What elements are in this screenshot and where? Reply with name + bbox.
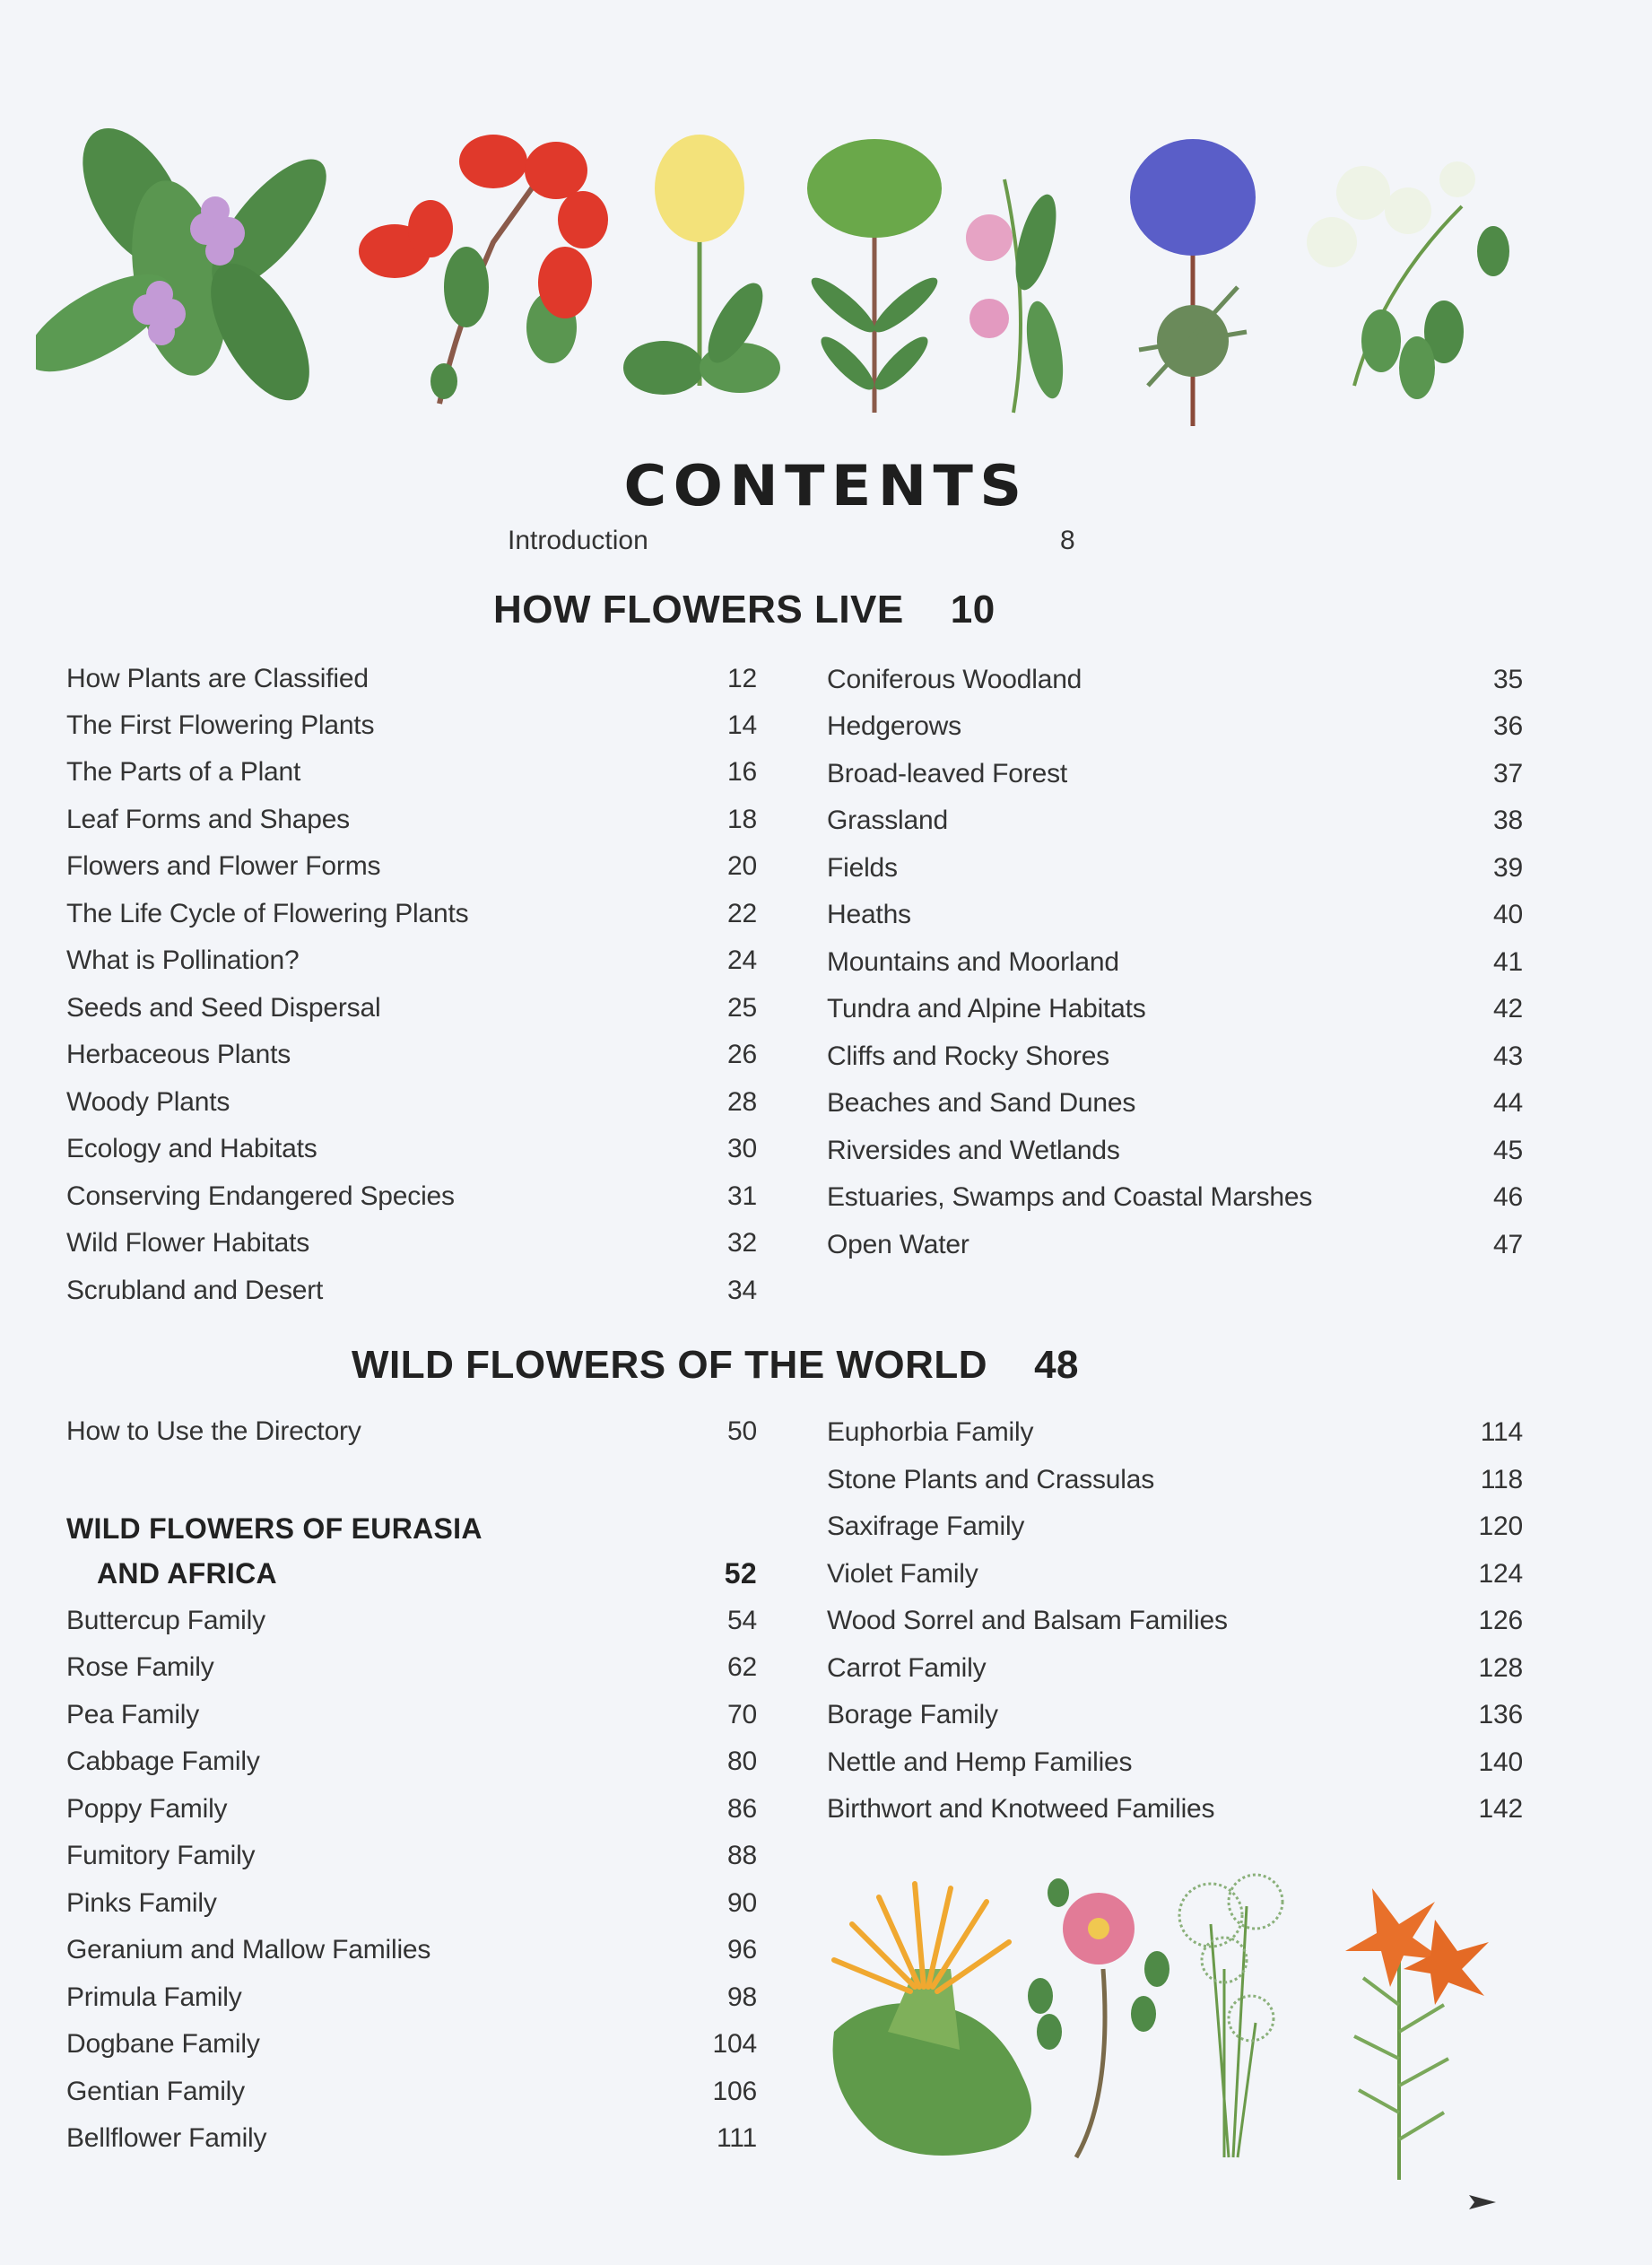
- toc-entry-page: 36: [1493, 711, 1523, 741]
- toc-entry-page: 46: [1493, 1182, 1523, 1212]
- toc-entry[interactable]: [827, 1747, 1523, 1794]
- toc-entry[interactable]: [66, 1652, 757, 1699]
- toc-entry-page: 26: [727, 1040, 757, 1069]
- toc-entry-label: Dogbane Family: [66, 2029, 260, 2059]
- toc-entry-label: Pea Family: [66, 1700, 200, 1729]
- toc-entry-label: Stone Plants and Crassulas: [827, 1465, 1155, 1494]
- toc-entry-label: Broad-leaved Forest: [827, 759, 1068, 788]
- toc-entry-label: Flowers and Flower Forms: [66, 851, 381, 881]
- toc-entry-page: 24: [727, 945, 757, 975]
- toc-entry-page: 45: [1493, 1136, 1523, 1165]
- toc-entry[interactable]: [66, 805, 757, 851]
- toc-entry[interactable]: [66, 1228, 757, 1275]
- section-heading-page: 10: [950, 588, 996, 632]
- toc-entry[interactable]: [66, 2077, 757, 2123]
- toc-entry-page: 90: [727, 1888, 757, 1918]
- toc-entry-page: 140: [1478, 1747, 1523, 1777]
- toc-entry-label: Mountains and Moorland: [827, 947, 1119, 977]
- toc-entry-label: What is Pollination?: [66, 945, 300, 975]
- subsection-heading-eurasia-africa[interactable]: [66, 1557, 757, 1604]
- toc-entry-label: Woody Plants: [66, 1087, 230, 1117]
- toc-entry[interactable]: [827, 806, 1523, 852]
- toc-entry-label: Violet Family: [827, 1559, 978, 1589]
- toc-entry-label: Estuaries, Swamps and Coastal Marshes: [827, 1182, 1313, 1212]
- toc-entry-page: 86: [727, 1794, 757, 1824]
- toc-entry-page: 54: [727, 1606, 757, 1635]
- toc-entry-page: 124: [1478, 1559, 1523, 1589]
- page-title: CONTENTS: [623, 453, 1029, 518]
- toc-entry-page: 20: [727, 851, 757, 881]
- toc-entry-page: 88: [727, 1841, 757, 1870]
- toc-entry[interactable]: [827, 665, 1523, 711]
- papyrus-sedge-illustration: [1179, 1875, 1282, 2157]
- toc-entry-label: Cabbage Family: [66, 1747, 260, 1776]
- toc-entry-page: 104: [712, 2029, 757, 2059]
- toc-entry-page: 34: [727, 1276, 757, 1305]
- toc-entry-label: Wood Sorrel and Balsam Families: [827, 1606, 1228, 1635]
- toc-entry-label: Pinks Family: [66, 1888, 217, 1918]
- toc-entry-page: 41: [1493, 947, 1523, 977]
- toc-entry-page: 62: [727, 1652, 757, 1682]
- toc-entry[interactable]: [827, 1794, 1523, 1841]
- toc-entry-label: Beaches and Sand Dunes: [827, 1088, 1136, 1118]
- toc-entry[interactable]: [827, 853, 1523, 900]
- toc-entry[interactable]: [66, 1935, 757, 1982]
- toc-entry[interactable]: [827, 1182, 1523, 1229]
- toc-entry-page: 30: [727, 1134, 757, 1163]
- toc-entry[interactable]: [827, 1088, 1523, 1135]
- white-wild-rose-illustration: [1307, 161, 1509, 399]
- toc-entry-label: Birthwort and Knotweed Families: [827, 1794, 1215, 1824]
- toc-entry[interactable]: [827, 1606, 1523, 1652]
- toc-entry[interactable]: [827, 759, 1523, 806]
- toc-entry-directory[interactable]: [66, 1416, 757, 1463]
- toc-entry-page: 111: [716, 2123, 757, 2153]
- toc-entry-label: Wild Flower Habitats: [66, 1228, 310, 1258]
- toc-entry[interactable]: [66, 1606, 757, 1652]
- toc-entry-label: Herbaceous Plants: [66, 1040, 291, 1069]
- pink-bindweed-illustration: [966, 179, 1069, 413]
- toc-entry-label: Primula Family: [66, 1982, 242, 2012]
- toc-entry-label: Geranium and Mallow Families: [66, 1935, 431, 1964]
- toc-entry-page: 44: [1493, 1088, 1523, 1118]
- toc-entry-page: 142: [1478, 1794, 1523, 1824]
- toc-entry-label: Scrubland and Desert: [66, 1276, 324, 1305]
- pink-dog-rose-illustration: [1028, 1878, 1169, 2157]
- toc-entry[interactable]: [827, 1559, 1523, 1606]
- toc-entry[interactable]: [66, 2123, 757, 2170]
- toc-entry-label: Coniferous Woodland: [827, 665, 1082, 694]
- toc-entry[interactable]: [66, 757, 757, 804]
- toc-entry[interactable]: [827, 947, 1523, 994]
- toc-entry[interactable]: [66, 1841, 757, 1887]
- toc-entry-label: Buttercup Family: [66, 1606, 265, 1635]
- toc-entry-introduction-page: 8: [1060, 526, 1075, 555]
- toc-entry[interactable]: [66, 1794, 757, 1841]
- toc-entry[interactable]: [827, 1511, 1523, 1558]
- toc-entry-label: Hedgerows: [827, 711, 961, 741]
- section-heading-label: HOW FLOWERS LIVE: [493, 588, 904, 632]
- toc-entry[interactable]: [66, 1134, 757, 1180]
- toc-entry-page: 38: [1493, 806, 1523, 835]
- toc-entry[interactable]: [827, 1136, 1523, 1182]
- toc-entry-page: 32: [727, 1228, 757, 1258]
- toc-entry-label: Grassland: [827, 806, 948, 835]
- toc-entry-label: Heaths: [827, 900, 911, 929]
- toc-entry-page: 37: [1493, 759, 1523, 788]
- toc-entry-label: Ecology and Habitats: [66, 1134, 317, 1163]
- toc-entry-page: 14: [727, 710, 757, 740]
- toc-entry-label: Poppy Family: [66, 1794, 228, 1824]
- toc-entry[interactable]: [827, 1417, 1523, 1464]
- toc-entry-label: Borage Family: [827, 1700, 998, 1729]
- section-heading-label: WILD FLOWERS OF THE WORLD: [352, 1343, 988, 1387]
- toc-entry[interactable]: [827, 1700, 1523, 1747]
- toc-entry-introduction-label[interactable]: Introduction: [508, 526, 648, 555]
- toc-entry-page: 96: [727, 1935, 757, 1964]
- toc-entry[interactable]: [827, 1230, 1523, 1276]
- toc-entry[interactable]: [66, 993, 757, 1040]
- toc-entry[interactable]: [66, 2029, 757, 2076]
- toc-entry-label: Gentian Family: [66, 2077, 245, 2106]
- toc-entry-page: 128: [1478, 1653, 1523, 1683]
- toc-entry-page: 16: [727, 757, 757, 787]
- toc-entry[interactable]: [827, 994, 1523, 1041]
- toc-entry-page: 12: [727, 664, 757, 693]
- toc-entry[interactable]: [66, 1700, 757, 1747]
- purple-flowered-leafy-plant-illustration: [36, 126, 345, 416]
- toc-entry-page: 47: [1493, 1230, 1523, 1259]
- toc-entry[interactable]: [66, 1181, 757, 1228]
- toc-entry-label: Open Water: [827, 1230, 969, 1259]
- section-heading-how-flowers-live[interactable]: [493, 588, 996, 632]
- toc-entry-label: Conserving Endangered Species: [66, 1181, 455, 1211]
- toc-entry-page: 126: [1478, 1606, 1523, 1635]
- toc-entry-label: Tundra and Alpine Habitats: [827, 994, 1146, 1024]
- toc-entry-page: 118: [1480, 1465, 1523, 1494]
- toc-entry-page: 114: [1480, 1417, 1523, 1447]
- toc-entry[interactable]: [66, 710, 757, 757]
- toc-entry-label: The First Flowering Plants: [66, 710, 375, 740]
- toc-entry-label: Rose Family: [66, 1652, 214, 1682]
- subsection-heading-line2: AND AFRICA: [97, 1557, 277, 1590]
- toc-entry[interactable]: [66, 1276, 757, 1322]
- toc-entry[interactable]: [66, 1888, 757, 1935]
- bottom-flower-illustrations: [816, 1870, 1561, 2184]
- toc-entry[interactable]: [66, 1747, 757, 1793]
- toc-entry-label: Fumitory Family: [66, 1841, 256, 1870]
- toc-entry[interactable]: [827, 900, 1523, 946]
- toc-entry[interactable]: [66, 1982, 757, 2029]
- orange-stone-plant-illustration: [833, 1884, 1031, 2156]
- toc-entry-page: 106: [712, 2077, 757, 2106]
- toc-entry-label: Fields: [827, 853, 898, 883]
- section-heading-page: 48: [1034, 1343, 1080, 1387]
- toc-entry-label: Nettle and Hemp Families: [827, 1747, 1133, 1777]
- toc-entry-page: 98: [727, 1982, 757, 2012]
- toc-entry-label: How to Use the Directory: [66, 1416, 361, 1446]
- toc-entry-label: Leaf Forms and Shapes: [66, 805, 350, 834]
- toc-entry-page: 136: [1478, 1700, 1523, 1729]
- toc-entry[interactable]: [66, 664, 757, 710]
- toc-entry-label: The Life Cycle of Flowering Plants: [66, 899, 469, 928]
- orange-lily-illustration: [1345, 1888, 1489, 2180]
- toc-entry[interactable]: [66, 899, 757, 945]
- toc-entry-page: 70: [727, 1700, 757, 1729]
- toc-entry-label: Euphorbia Family: [827, 1417, 1034, 1447]
- subsection-heading-eurasia-africa-line1[interactable]: WILD FLOWERS OF EURASIA: [66, 1512, 483, 1545]
- toc-entry-page: 35: [1493, 665, 1523, 694]
- toc-entry-label: Saxifrage Family: [827, 1511, 1025, 1541]
- blue-thistle-illustration: [1130, 139, 1256, 426]
- toc-entry-page: 40: [1493, 900, 1523, 929]
- toc-entry[interactable]: [66, 1087, 757, 1134]
- next-arrow-icon[interactable]: [1469, 2193, 1498, 2211]
- toc-entry-label: Bellflower Family: [66, 2123, 267, 2153]
- top-flower-illustrations: [36, 126, 1525, 431]
- toc-entry[interactable]: [66, 851, 757, 898]
- toc-entry-page: 18: [727, 805, 757, 834]
- toc-entry-page: 31: [727, 1181, 757, 1211]
- toc-entry[interactable]: [66, 945, 757, 992]
- toc-entry-page: 43: [1493, 1041, 1523, 1071]
- section-heading-wild-flowers-of-the-world[interactable]: [352, 1343, 1079, 1388]
- toc-entry-label: Carrot Family: [827, 1653, 987, 1683]
- toc-entry-label: The Parts of a Plant: [66, 757, 301, 787]
- toc-entry-page: 42: [1493, 994, 1523, 1024]
- red-flowered-shrub-illustration: [359, 135, 608, 404]
- toc-entry[interactable]: [827, 1653, 1523, 1700]
- toc-entry-page: 22: [727, 899, 757, 928]
- toc-entry-page: 39: [1493, 853, 1523, 883]
- yellow-primula-illustration: [623, 135, 780, 395]
- toc-entry-page: 50: [727, 1416, 757, 1446]
- toc-entry-page: 25: [727, 993, 757, 1023]
- toc-entry-page: 28: [727, 1087, 757, 1117]
- toc-entry-label: Riversides and Wetlands: [827, 1136, 1120, 1165]
- toc-entry-label: How Plants are Classified: [66, 664, 369, 693]
- subsection-heading-page: 52: [724, 1557, 757, 1590]
- toc-entry[interactable]: [827, 711, 1523, 758]
- toc-entry[interactable]: [827, 1465, 1523, 1511]
- toc-entry[interactable]: [66, 1040, 757, 1086]
- toc-entry-page: 120: [1478, 1511, 1523, 1541]
- toc-entry-page: 80: [727, 1747, 757, 1776]
- green-euphorbia-illustration: [805, 139, 943, 413]
- toc-entry[interactable]: [827, 1041, 1523, 1088]
- toc-entry-label: Cliffs and Rocky Shores: [827, 1041, 1109, 1071]
- toc-entry-label: Seeds and Seed Dispersal: [66, 993, 381, 1023]
